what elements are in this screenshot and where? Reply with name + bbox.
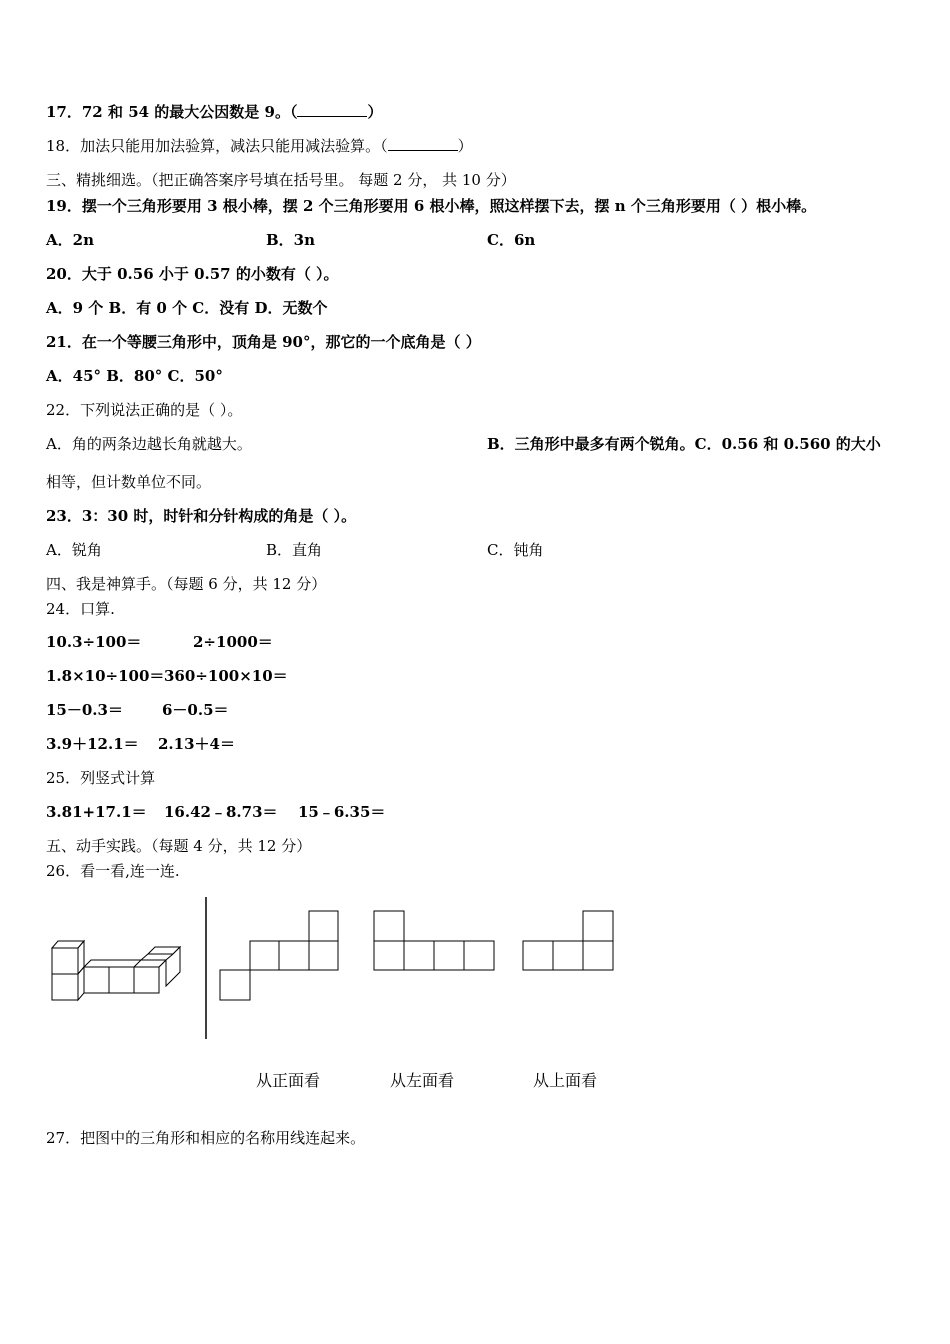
q24-item: 3.9＋12.1＝	[46, 735, 139, 753]
question-23-text: 23．3：30 时，时针和分针构成的角是（ ）。	[46, 507, 357, 525]
section-3-heading: 三、精挑细选。（把正确答案序号填在括号里。 每题 2 分， 共 10 分）	[46, 171, 516, 189]
cube-stack-3d	[52, 941, 180, 1000]
q24-item: 2.13＋4＝	[158, 735, 235, 753]
q19-option-b[interactable]: B．3n	[266, 231, 316, 249]
q24-item: 6－0.5＝	[162, 701, 229, 719]
question-17-close: ）	[367, 103, 383, 121]
question-20-text: 20．大于 0.56 小于 0.57 的小数有（ ）。	[46, 265, 339, 283]
q22-option-a[interactable]: A．角的两条边越长角就越大。	[46, 435, 252, 453]
q24-item: 360÷100×10＝	[164, 667, 288, 685]
view-figures	[0, 890, 640, 1050]
question-17-text: 17．72 和 54 的最大公因数是 9。（	[46, 103, 298, 121]
question-22-text: 22．下列说法正确的是（ ）。	[46, 401, 243, 419]
answer-blank-18[interactable]	[388, 136, 458, 151]
question-25-text: 25．列竖式计算	[46, 769, 156, 787]
section-5-heading: 五、动手实践。（每题 4 分，共 12 分）	[46, 837, 312, 855]
caption-top-view: 从上面看	[533, 1071, 598, 1090]
section-4-heading: 四、我是神算手。（每题 6 分，共 12 分）	[46, 575, 327, 593]
question-18-text: 18．加法只能用加法验算，减法只能用减法验算。（	[46, 137, 388, 155]
question-17	[46, 102, 382, 122]
front-view-figure	[220, 911, 338, 1000]
q19-option-a[interactable]: A．2n	[46, 231, 94, 249]
q23-option-c[interactable]: C．钝角	[487, 541, 544, 559]
question-18-close: ）	[457, 137, 473, 155]
q19-option-c[interactable]: C．6n	[487, 231, 536, 249]
q23-option-a[interactable]: A．锐角	[46, 541, 102, 559]
question-27-text: 27．把图中的三角形和相应的名称用线连起来。	[46, 1129, 366, 1147]
q25-item: 15﹣6.35＝	[298, 803, 386, 821]
question-18	[46, 136, 473, 156]
q24-item: 15－0.3＝	[46, 701, 123, 719]
answer-blank-17[interactable]	[297, 102, 367, 117]
q21-options[interactable]: A．45° B．80° C．50°	[46, 367, 223, 385]
caption-left-view: 从左面看	[390, 1071, 455, 1090]
q24-item: 1.8×10÷100＝	[46, 667, 165, 685]
q24-item: 2÷1000＝	[193, 633, 273, 651]
q22-continuation: 相等，但计数单位不同。	[46, 473, 212, 491]
question-24-text: 24．口算.	[46, 600, 115, 618]
left-view-figure	[374, 911, 494, 970]
caption-front-view: 从正面看	[256, 1071, 321, 1090]
top-view-figure	[523, 911, 613, 970]
question-21-text: 21．在一个等腰三角形中，顶角是 90°，那它的一个底角是（ ）	[46, 333, 481, 351]
question-19-text: 19．摆一个三角形要用 3 根小棒，摆 2 个三角形要用 6 根小棒，照这样摆下去，摆 n 个三角形要用（ ）根小棒。	[46, 197, 817, 215]
q23-option-b[interactable]: B．直角	[266, 541, 323, 559]
q22-option-bc[interactable]: B．三角形中最多有两个锐角。C．0.56 和 0.560 的大小	[487, 435, 881, 453]
q25-item: 3.81+17.1＝	[46, 803, 147, 821]
question-26-text: 26．看一看,连一连.	[46, 862, 180, 880]
q25-item: 16.42﹣8.73＝	[164, 803, 278, 821]
q24-item: 10.3÷100＝	[46, 633, 142, 651]
q20-options[interactable]: A．9 个 B．有 0 个 C．没有 D．无数个	[46, 299, 328, 317]
